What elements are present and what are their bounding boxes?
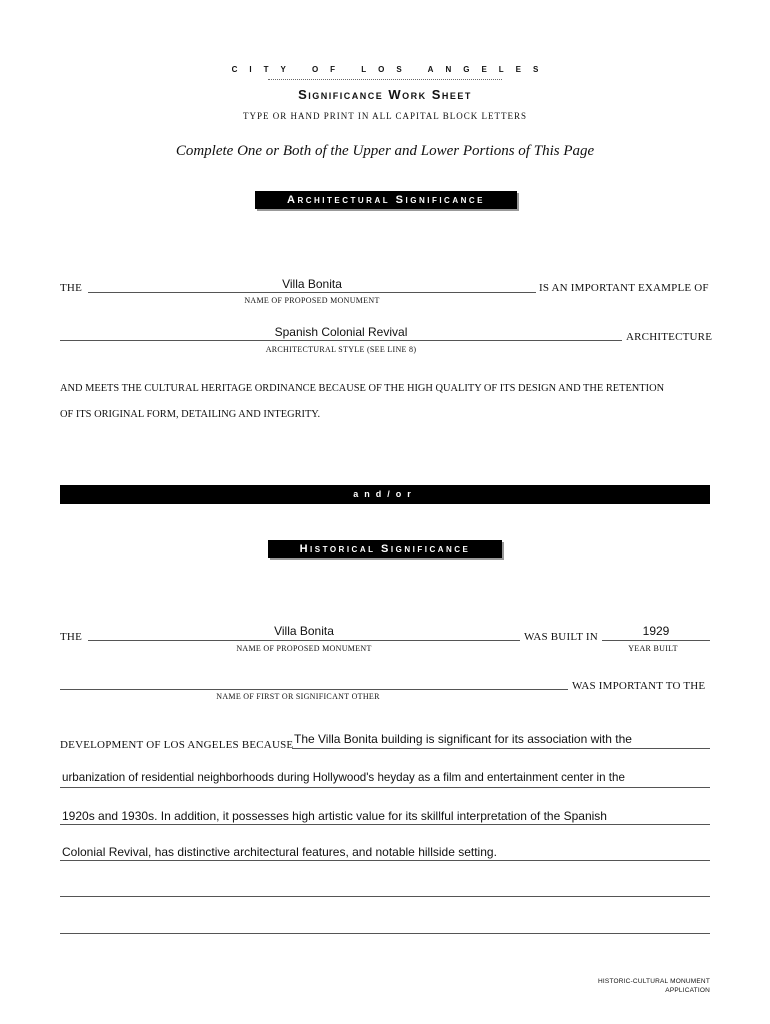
significant-other-field[interactable] — [60, 675, 568, 690]
city-of-los-angeles-heading: CITY OF LOS ANGELES — [231, 65, 551, 74]
hist-monument-caption: NAME OF PROPOSED MONUMENT — [236, 644, 372, 653]
arch-example-label: IS AN IMPORTANT EXAMPLE OF — [539, 282, 709, 294]
because-line-2[interactable] — [60, 771, 710, 788]
and-or-divider: and/or — [60, 485, 710, 504]
print-instructions: TYPE OR HAND PRINT IN ALL CAPITAL BLOCK LETTERS — [243, 111, 527, 121]
arch-statement-line2: OF ITS ORIGINAL FORM, DETAILING AND INTEGRITY. — [60, 409, 321, 420]
because-line-4[interactable] — [60, 845, 710, 861]
significant-other-caption: NAME OF FIRST OR SIGNIFICANT OTHER — [216, 692, 380, 701]
important-to-label: WAS IMPORTANT TO THE — [572, 680, 706, 692]
because-line-1-text: The Villa Bonita building is significant for its association with the — [294, 732, 632, 746]
year-built-value: 1929 — [642, 624, 670, 638]
arch-style-value: Spanish Colonial Revival — [274, 325, 408, 339]
built-in-label: WAS BUILT IN — [524, 631, 598, 643]
because-line-3-text: 1920s and 1930s. In addition, it possesses high artistic value for its skillful interpretation of the Spanish — [62, 809, 607, 823]
because-line-6[interactable] — [60, 918, 710, 934]
architecture-label: ARCHITECTURE — [626, 331, 713, 343]
complete-note: Complete One or Both of the Upper and Lower Portions of This Page — [175, 143, 595, 159]
heading-dotted-rule — [268, 79, 502, 80]
footer-line-1: HISTORIC-CULTURAL MONUMENT — [598, 978, 710, 985]
arch-the-label: THE — [60, 282, 82, 294]
footer-label — [598, 977, 710, 995]
sheet-title: Significance Work Sheet — [298, 87, 472, 102]
year-built-field[interactable] — [602, 626, 710, 641]
hist-monument-name-value: Villa Bonita — [274, 624, 334, 638]
hist-monument-name-field[interactable] — [88, 626, 520, 641]
arch-monument-name-field[interactable] — [88, 278, 536, 293]
because-label: DEVELOPMENT OF LOS ANGELES BECAUSE — [60, 739, 294, 751]
arch-monument-name-value: Villa Bonita — [282, 277, 342, 291]
because-line-5[interactable] — [60, 881, 710, 897]
because-line-1[interactable] — [292, 733, 710, 749]
arch-statement-line1: AND MEETS THE CULTURAL HERITAGE ORDINANCE BECAUSE OF THE HIGH QUALITY OF ITS DESIGN AND THE RETENTION — [60, 383, 665, 394]
year-built-caption: YEAR BUILT — [628, 644, 678, 653]
because-line-2-text: urbanization of residential neighborhoods during Hollywood's heyday as a film and entertainment center in the — [62, 771, 625, 784]
arch-style-field[interactable] — [60, 326, 622, 341]
footer-line-2: APPLICATION — [665, 987, 710, 994]
arch-monument-caption: NAME OF PROPOSED MONUMENT — [244, 296, 380, 305]
hist-the-label: THE — [60, 631, 82, 643]
because-line-4-text: Colonial Revival, has distinctive architectural features, and notable hillside setting. — [62, 845, 497, 859]
architectural-significance-banner: Architectural Significance — [255, 191, 517, 209]
historical-significance-banner: Historical Significance — [268, 540, 502, 558]
because-line-3[interactable] — [60, 809, 710, 825]
arch-style-caption: ARCHITECTURAL STYLE (SEE LINE 8) — [265, 345, 417, 354]
